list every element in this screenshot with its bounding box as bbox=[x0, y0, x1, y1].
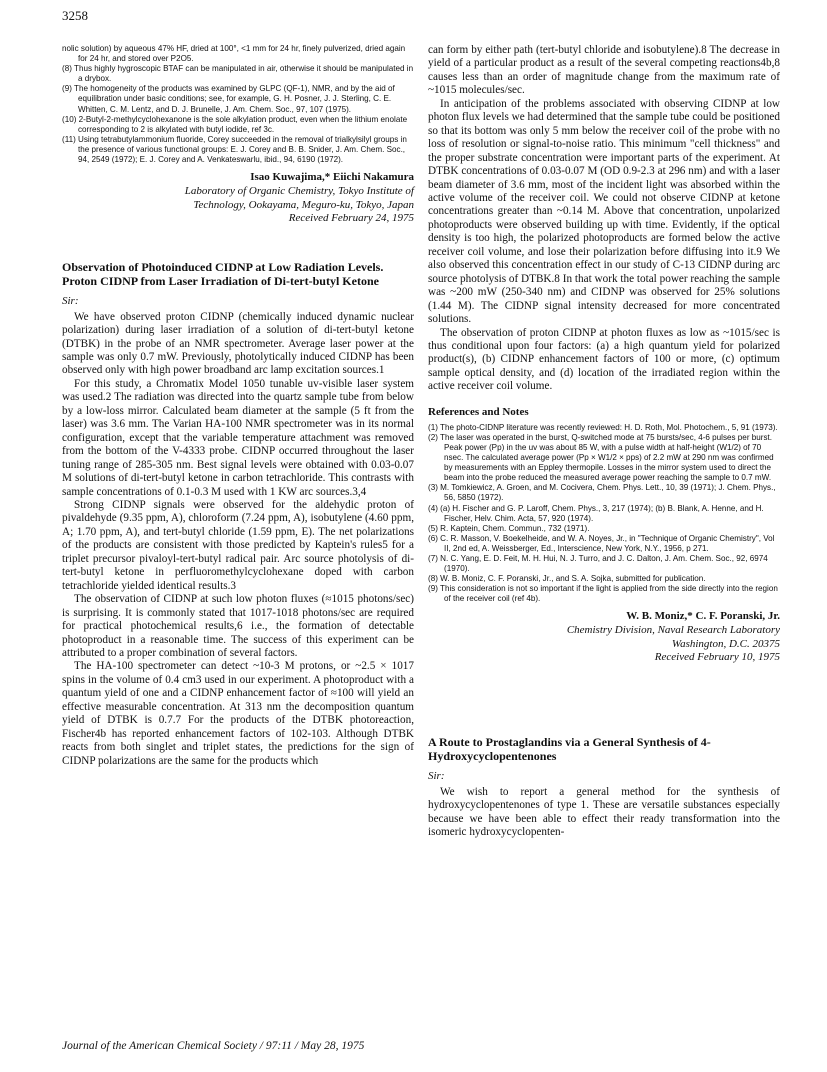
reference-item: (2) The laser was operated in the burst, Q-switched mode at 75 bursts/sec, 4-6 pulses per burst. Peak power (Pp) in the uv was about 85 W, with a pulse width at half-height (W1/2) of 70 nsec. The calculated average power (Pp × W1/2 × pps) of 2.2 mW at 290 nm was confirmed by measurements with an Eppley thermopile. Losses in the mirror system used to direct the beam into the probe reduced the measured average power reaching the sample to 0.7 mW. bbox=[428, 432, 774, 483]
body-paragraph: In anticipation of the problems associated with observing CIDNP at low photon flux levels we had determined that the sample tube could be positioned so that its bottom was only 5 mm below the receiver coil of the probe with no loss of resolution or signal-to-noise ratio. This minimum "cell thickness" and the proper substrate concentration were important parts of the experiment. At DTBK concentrations of 0.03-0.07 M (OD 0.9-2.3 at 296 nm) and with a laser beam diameter of 3.6 mm, most of the incident light was absorbed within the active volume of the receiver coil. We could not observe CIDNP at ketone concentrations greater than ~0.14 M. Above that concentration, unpolarized photoproducts were observed building up with time. Evidently, if the optical density is too high, the polarized photoproducts are formed below the active receiver coil volume, and lose their polarization before diffusing into it.9 We also observed this concentration effect in our study of C-13 CIDNP during arc source photolysis of DTBK.8 In that work the total power reaching the sample was ~200 mW (250-340 nm) and CIDNP was observed for 25% solutions (1.44 M). The CIDNP signal intensity decreased for more concentrated solutions. bbox=[428, 97, 780, 326]
reference-item: (9) This consideration is not so important if the light is applied from the side directly into the region of the receiver coil (ref 4b). bbox=[428, 584, 778, 604]
affiliation-line: Washington, D.C. 20375 bbox=[671, 637, 780, 650]
salutation: Sir: bbox=[428, 769, 445, 782]
received-date: Received February 24, 1975 bbox=[288, 212, 414, 225]
note-item: (10) 2-Butyl-2-methylcyclohexanone is the sole alkylation product, even when the lithium enolate corresponding to 2 is alkylated with butyl iodide, ref 3c. bbox=[62, 114, 408, 134]
signature-block-2 bbox=[428, 610, 780, 665]
author-names: Isao Kuwajima,* Eiichi Nakamura bbox=[250, 171, 414, 184]
received-date: Received February 10, 1975 bbox=[654, 651, 780, 664]
note-item: (11) Using tetrabutylammonium fluoride, Corey succeeded in the removal of trialkylsilyl groups in the presence of various functional groups: E. J. Corey and B. B. Snider, J. Am. Chem. Soc., 94, 2549 (1972); E. J. Corey and A. Venkateswarlu, ibid., 94, 6190 (1972). bbox=[62, 134, 407, 165]
body-paragraph: We wish to report a general method for the synthesis of hydroxycyclopentenones of type 1. These are versatile substances especially because we have been able to effect their ready transformation into the isomeric hydroxycyclopenten- bbox=[428, 785, 780, 839]
note-item: (8) Thus highly hygroscopic BTAF can be manipulated in air, otherwise it should be manipulated in a drybox. bbox=[62, 64, 414, 84]
page-number: 3258 bbox=[62, 8, 88, 23]
previous-article-notes bbox=[62, 44, 414, 165]
article-title: A Route to Prostaglandins via a General Synthesis of 4-Hydroxycyclopentenones bbox=[428, 734, 711, 764]
body-paragraph: The observation of CIDNP at such low photon fluxes (≈1015 photons/sec) is surprising. It is commonly stated that 1017-1018 photons/sec are required for practical photochemical results,6 i.e., the formation of detectable photoproduct in a reasonable time. The success of this experiment can be attributed to a proper combination of several factors. bbox=[62, 593, 414, 659]
left-column bbox=[62, 44, 414, 768]
journal-footer: Journal of the American Chemical Society / 97:11 / May 28, 1975 bbox=[62, 1040, 365, 1052]
references-heading: References and Notes bbox=[428, 405, 529, 418]
body-paragraph: Strong CIDNP signals were observed for the aldehydic proton of pivaldehyde (9.35 ppm, A), chloroform (7.24 ppm, A), isobutylene (4.60 ppm, A; 1.70 ppm, A), and tert-butyl chloride (1.59 ppm, E). The net polarizations of the products are consistent with those predicted by Kaptein's rules5 for a triplet precursor pivaloyl-tert-butyl radical pair. Arc source photolysis of di-tert-butyl ketone in perfluoromethylcyclohexane doped with carbon tetrachloride yielded identical results.3 bbox=[62, 498, 414, 592]
reference-item: (4) (a) H. Fischer and G. P. Laroff, Chem. Phys., 3, 217 (1974); (b) B. Blank, A. Henne, and H. Fischer, Helv. Chim. Acta, 57, 920 (1974). bbox=[428, 503, 764, 523]
right-column bbox=[428, 44, 780, 840]
author-names: W. B. Moniz,* C. F. Poranski, Jr. bbox=[626, 610, 780, 623]
body-paragraph: For this study, a Chromatix Model 1050 tunable uv-visible laser system was used.2 The radiation was directed into the quartz sample tube from below by a low-loss mirror. Calculated beam diameter at the sample (5 ft from the laser) was 3.6 mm. The Varian HA-100 NMR spectrometer was in its normal configuration, except that the variable temperature attachment was removed from the bottom of the V-4333 probe. CIDNP occurred throughout the laser tuning range of 285-305 nm. Best signal levels were obtained with 0.03-0.07 M solutions of di-tert-butyl ketone in carbon tetrachloride. This contrasts with sample concentrations of 0.1-0.3 M used with 1 KW arc sources.3,4 bbox=[62, 377, 414, 498]
reference-item: (5) R. Kaptein, Chem. Commun., 732 (1971). bbox=[428, 523, 590, 533]
salutation: Sir: bbox=[62, 294, 79, 307]
note-item: nolic solution) by aqueous 47% HF, dried at 100°, <1 mm for 24 hr, finely pulverized, dried again for 24 hr, and stored over P2O5. bbox=[62, 44, 406, 64]
body-paragraph: can form by either path (tert-butyl chloride and isobutylene).8 The decrease in yield of a particular product as a result of the several competing reactions4b,8 causes less than an order of magnitude change from the maximum rate of ~1015 molecules/sec. bbox=[428, 44, 780, 97]
note-item: (9) The homogeneity of the products was examined by GLPC (QF-1), NMR, and by the aid of equilibration under basic conditions; see, for example, G. H. Posner, J. J. Sterling, C. E. Whitten, C. M. Lentz, and D. J. Brunelle, J. Am. Chem. Soc., 97, 107 (1975). bbox=[62, 84, 395, 114]
references-list bbox=[428, 423, 780, 605]
affiliation-line: Technology, Ookayama, Meguro-ku, Tokyo, Japan bbox=[193, 198, 414, 211]
reference-item: (7) N. C. Yang, E. D. Feit, M. H. Hui, N. J. Turro, and J. C. Dalton, J. Am. Chem. Soc., 92, 6974 (1970). bbox=[428, 554, 768, 574]
affiliation-line: Chemistry Division, Naval Research Laboratory bbox=[566, 624, 780, 637]
reference-item: (3) M. Tomkiewicz, A. Groen, and M. Cocivera, Chem. Phys. Lett., 10, 39 (1971); J. Chem. Phys., 56, 5850 (1972). bbox=[428, 483, 776, 503]
reference-item: (8) W. B. Moniz, C. F. Poranski, Jr., and S. A. Sojka, submitted for publication. bbox=[428, 574, 706, 584]
body-paragraph: We have observed proton CIDNP (chemically induced dynamic nuclear polarization) during laser irradiation of a solution of di-tert-butyl ketone (DTBK) in the probe of an NMR spectrometer. Average laser power at the sample was only 0.7 mW. Previously, photolytically induced CIDNP has been observed only with high power broadband arc lamp excitation sources.1 bbox=[62, 310, 414, 377]
reference-item: (1) The photo-CIDNP literature was recently reviewed: H. D. Roth, Mol. Photochem., 5, 91 (1973). bbox=[428, 422, 778, 432]
affiliation-line: Laboratory of Organic Chemistry, Tokyo Institute of bbox=[184, 185, 414, 198]
signature-block-1 bbox=[62, 171, 414, 226]
body-paragraph: The observation of proton CIDNP at photon fluxes as low as ~1015/sec is thus conditional upon four factors: (a) a high quantum yield for polarized product(s), (b) CIDNP enhancement factors of 100 or more, (c) optimum sample optical density, and (d) location of the irradiated region within the active receiver coil volume. bbox=[428, 326, 780, 393]
article-title: Observation of Photoinduced CIDNP at Low Radiation Levels. Proton CIDNP from Laser Irradiation of Di-tert-butyl Ketone bbox=[62, 259, 384, 289]
reference-item: (6) C. R. Masson, V. Boekelheide, and W. A. Noyes, Jr., in "Technique of Organic Chemistry", Vol II, 2nd ed, A. Weissberger, Ed., Interscience, New York, N.Y., 1956, p 271. bbox=[428, 533, 775, 553]
body-paragraph: The HA-100 spectrometer can detect ~10-3 M protons, or ~2.5 × 1017 spins in the volume of 0.4 cm3 used in our experiment. A photoproduct with a quantum yield of one and a CIDNP enhancement factor of ≈100 will yield an effective measurable concentration. At 313 nm the decomposition quantum yield of DTBK is 0.7.7 For the products of the DTBK photoreaction, Fischer4b has reported enhancement factors of 102-103. Although DTBK reacts from both singlet and triplet states, the predictions for the sign of CIDNP polarizations are the same for the products which bbox=[62, 660, 414, 767]
